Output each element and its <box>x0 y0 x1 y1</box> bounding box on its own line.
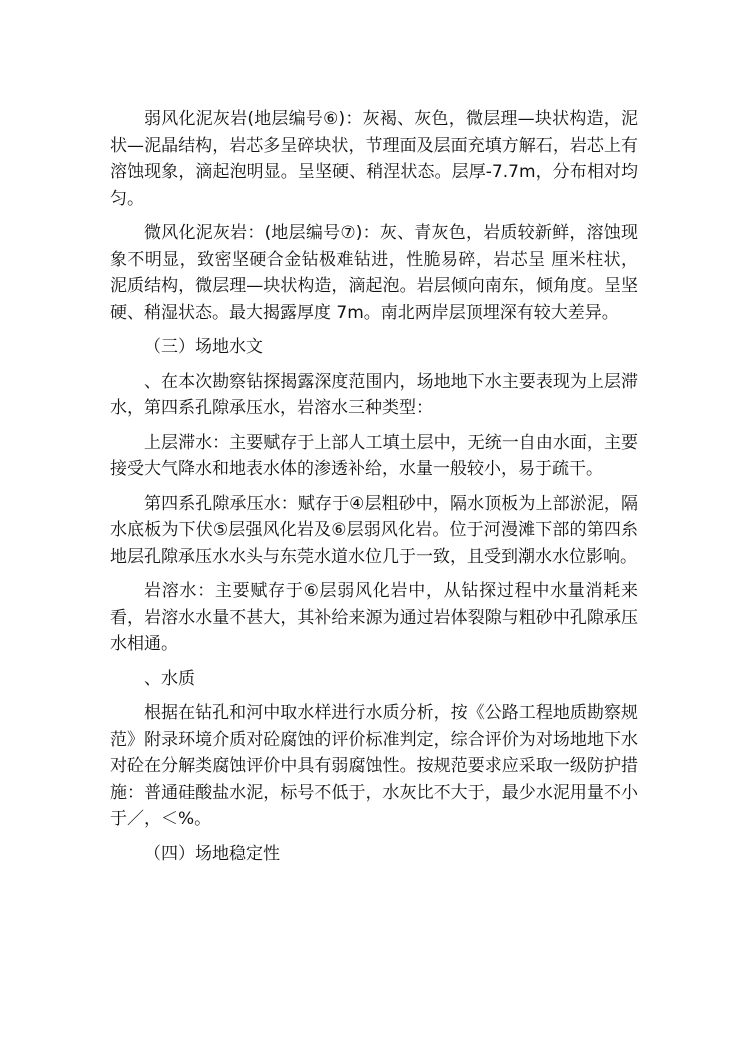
document-page <box>110 106 638 875</box>
paragraph-weak-weathered-marl: 弱风化泥灰岩(地层编号⑥)：灰褐、灰色，微层理—块状构造，泥状—泥晶结构，岩芯多呈碎块状，节理面及层面充填方解石，岩芯上有溶蚀现象，滴起泡明显。呈坚硬、稍涅状态。层厚-7.7m，分布相对均匀。 <box>110 109 638 209</box>
paragraph-karst-water: 岩溶水：主要赋存于⑥层弱风化岩中，从钻探过程中水量消耗来看，岩溶水水量不甚大，其补给来源为通过岩体裂隙与粗砂中孔隙承压水相通。 <box>110 581 638 654</box>
paragraph-groundwater-types: 、在本次勘察钻探揭露深度范围内，场地地下水主要表现为上层滞水，第四系孔隙承压水，岩溶水三种类型： <box>110 371 638 418</box>
paragraph-water-quality-analysis: 根据在钻孔和河中取水样进行水质分析，按《公路工程地质勘察规范》附录环境介质对砼腐蚀的评价标准判定，综合评价为对场地地下水对砼在分解类腐蚀评价中具有弱腐蚀性。按规范要求应采取一级防护措施：普通硅酸盐水泥，标号不低于，水灰比不大于，最少水泥用量不小于／，＜%。 <box>110 703 638 829</box>
paragraph-perched-water: 上层滞水：主要赋存于上部人工填土层中，无统一自由水面，主要接受大气降水和地表水体的渗透补给，水量一般较小，易于疏干。 <box>110 432 638 479</box>
paragraph-confined-water: 第四系孔隙承压水：赋存于④层粗砂中，隔水顶板为上部淤泥，隔水底板为下伏⑤层强风化岩及⑥层弱风化岩。位于河漫滩下部的第四糸地层孔隙承压水水头与东莞水道水位几于一致，且受到潮水水位影响。 <box>110 493 638 567</box>
section-heading-hydrology: （三）场地水文 <box>144 337 263 357</box>
section-heading-water-quality: 、水质 <box>144 668 195 689</box>
paragraph-slight-weathered-marl: 微风化泥灰岩：(地层编号⑦)：灰、青灰色，岩质较新鲜，溶蚀现象不明显，致密坚硬合金钻极难钻进，性脆易碎，岩芯呈 厘米柱状，泥质结构，微层理—块状构造，滴起泡。岩层倾向南东，倾角度。呈坚硬、稍湿状态。最大揭露厚度 7m。南北两岸层顶埋深有较大差异。 <box>110 223 638 323</box>
section-heading-site-stability: （四）场地稳定性 <box>144 843 280 864</box>
